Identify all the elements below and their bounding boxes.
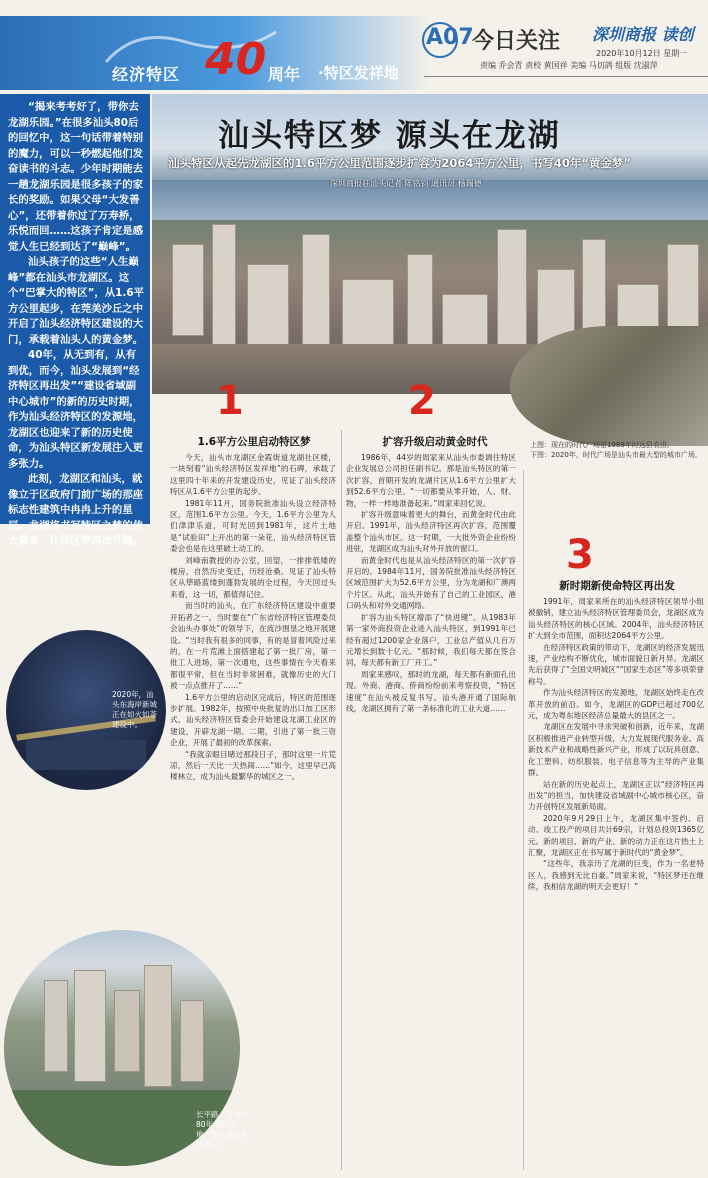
section-3-paragraph: 1991年，周家来所在的汕头经济特区领导小组被撤销，建立汕头经济特区管理委员会，龙湖区成为汕头经济特区的核心区域。2004年，汕头经济特区扩大到全市范围，面积达2064平方公里。 (528, 597, 704, 641)
section-2-paragraph: 扩容升级意味着更大的舞台，而黄金时代由此开启。1991年，汕头经济特区再次扩容，范围覆盖整个汕头市区。这一时期，一大批外资企业纷纷进驻，龙湖区成为汕头对外开放的窗口。 (346, 510, 516, 554)
page-number: A07 (426, 25, 474, 50)
section-3-paragraph: 在经济特区政策的带动下，龙湖区的经济发展迅速，产业结构不断优化，城市面貌日新月异。龙湖区先后获得了“全国文明城区”“国家生态区”等多项荣誉称号。 (528, 642, 704, 686)
column-divider (341, 430, 342, 1170)
section-3-paragraph: 龙湖区在发展中寻求突破和创新，近年来，龙湖区积极推进产业转型升级，大力发展现代服务业、高新技术产业和战略性新兴产业，形成了以玩具创意、化工塑料、纺织服装、电子信息等为主导的产业集群。 (528, 722, 704, 778)
section-2-number: 2 (408, 378, 436, 424)
section-1-paragraph: 1.6平方公里的启动区完成后，特区的范围逐步扩展。1982年，按照中央批复的出口加工区形式，汕头经济特区管委会开始建设龙湖工业区的建设，开辟龙湖一期、二期，引进了第一批三资企业，开展了最初的改革探索。 (170, 692, 336, 748)
banner-suffix: 周年 (268, 65, 301, 84)
section-1-number: 1 (216, 378, 244, 424)
section-2-paragraph: 1986年，44岁的周家来从汕头市委调往特区企业发展总公司担任副书记。那是汕头特区的第一次扩容，首期开发的龙湖片区从1.6平方公里扩大到52.6平方公里。“一切都要从零开始，人、财、物，一样一样地准备起来。”周家来回忆说。 (346, 453, 516, 508)
intro-paragraph: “揭来考考好了，带你去龙湖乐园。”在很多汕头80后的回忆中，这一句话带着特别的魔力，可以一秒燃起他们发奋读书的斗志。少年时期能去一趟龙湖乐园是很多孩子的家长的奖励。如果父母“大发善心”，还带着你过了万寿桥，乐悦而回……这孩子肯定是感觉人生已经到达了“巅峰”。 (8, 101, 144, 253)
article-subtitle: 汕头特区从起先龙湖区的1.6平方公里范围逐步扩容为2064平方公里，书写40年“黄金梦” (168, 156, 631, 170)
section-1-heading: 1.6平方公里启动特区梦 (197, 436, 311, 448)
section-3-paragraph: “这些年，我亲历了龙湖的巨变，作为一名老特区人，我感到无比自豪。”周家来说，“特区梦还在继续，我相信龙湖的明天会更好！” (528, 859, 704, 892)
banner-subtitle: ·特区发祥地 (318, 64, 399, 82)
section-3-heading: 新时期新使命特区再出发 (559, 580, 675, 592)
banner-number: 40 (205, 34, 267, 85)
river-photo-caption: 2020年，汕头东海岸新城正在如火如荼建设中。 (112, 690, 157, 729)
paper-logo: 深圳商报 读创 (592, 25, 694, 44)
intro-paragraph: 汕头孩子的这些“人生巅峰”都在汕头市龙湖区。这个“巴掌大的特区”，从1.6平方公里起步，在莞美沙丘之中开启了汕头经济特区建设的大门，承载着汕头人的黄金梦。 (8, 256, 144, 346)
section-3-paragraph: 站在新的历史起点上，龙湖区正以“经济特区再出发”的担当，加快建设省域副中心城市核心区，奋力开创特区发展新局面。 (528, 779, 704, 812)
section-2-body (346, 452, 516, 1162)
section-1-paragraph: “我就亲眼目睹过那段日子，那时这里一片荒凉，然后一天比一天热闹……”如今，这里早已高楼林立，成为汕头最繁华的城区之一。 (170, 749, 336, 782)
section-2-paragraph: 周家来感叹，那时的龙湖，每天都有新面孔出现。外商、港商、侨商纷纷前来考察投资，“特区速度”在汕头被反复书写。汕头港开通了国际航线，龙湖区拥有了第一条标准化的工业大道…… (346, 669, 516, 713)
section-2-paragraph: 扩容为汕头特区增添了“快进键”。从1983年第一家外商投资企业进入汕头特区，到1991年已经有超过1200家企业落户，工业总产值从几百万元增长到数十亿元。“那时候，我们每天都在签合同，每天都有新工厂开工。” (346, 612, 516, 668)
banner-prefix: 经济特区 (112, 65, 181, 84)
comparison-photo-top (510, 326, 708, 446)
section-3-paragraph: 2020年9月29日上午，龙湖区集中签约、启动、竣工投产的项目共计69宗，计划总投资1365亿元。新的项目、新的产业、新的动力正在这片热土上汇聚，龙湖区正在书写属于新时代的“黄金梦”。 (528, 813, 704, 857)
section-1-paragraph: 1981年11月，国务院批准汕头设立经济特区，范围1.6平方公里。今天，1.6平方公里为人们津津乐道，可时光回到1981年，这片土地是“试验田”上开出的第一朵花，汕头经济特区管委会也是在这里破土动工的。 (170, 498, 336, 554)
comparison-caption-bottom: 下图：2020年，时代广场是汕头市最大型的城市广场。 (530, 451, 702, 459)
intro-paragraph: 此刻，龙湖区和汕头，就像立于区政府门前广场的那座标志性建筑中冉冉上升的星辰。龙湖将书写特区之梦的伟大篇章，让特区梦再次升腾。 (8, 473, 144, 547)
section-1-paragraph: 刘峰南教授的办公室，回望，一排排低矮的楼房，自然历史变迁，历经沧桑。见证了汕头特区从筚路蓝缕到蓬勃发展的全过程，今天回过头来看，这一切，都值得记住。 (170, 555, 336, 599)
comparison-caption-top: 上图：现在的时代广场是1989年时远县农田。 (530, 441, 674, 449)
column-divider (523, 470, 524, 1170)
section-2-paragraph: 而黄金时代也是从汕头经济特区的第一次扩容开启的。1984年11月，国务院批准汕头经济特区区域范围扩大为52.6平方公里，分为龙湖和广澳两个片区。从此，汕头开始有了自己的工业园区、港口码头和对外交通网络。 (346, 555, 516, 611)
intro-text (8, 100, 144, 550)
section-3-number: 3 (566, 532, 594, 578)
section-label: 今日关注 (472, 29, 561, 54)
section-1-paragraph: 而当时的汕头，在广东经济特区建设中重要开拓者之一。当时要在“广东省经济特区管理委员会汕头办事处”的领导下，在流沙围垦之地开展建设。“当时我有很多的同事，有的是冒着风险过来的，在一片荒滩上面搭建起了第一批厂房，第一批工人进场，第一次通电，这些事情在今天看来都很平常，但在当时非常困难，就像历史的大门被一点点推开了……” (170, 601, 336, 691)
byline: 深圳商报驻汕头记者 陈铭钧 通讯员 杨瑞德 (330, 179, 482, 188)
section-3-body (528, 596, 704, 1166)
intro-paragraph: 40年，从无到有，从有到优，而今，汕头发展到“经济特区再出发”“建设省域副中心城市”的新的历史时期，作为汕头经济特区的发源地，龙湖区也迎来了新的历史使命，为汕头特区新发展注入更多张力。 (8, 349, 144, 470)
city-photo-caption: 长平路，上世纪80年代的沙地，现在变成大城林立。 (196, 1110, 249, 1149)
comparison-captions (530, 440, 708, 464)
section-3-paragraph: 作为汕头经济特区的发源地，龙湖区始终走在改革开放的前沿。如今，龙湖区的GDP已超过700亿元，成为粤东地区经济总量最大的县区之一。 (528, 688, 704, 721)
issue-date: 2020年10月12日 星期一 (596, 49, 688, 58)
special-banner (0, 16, 432, 90)
section-2-heading: 扩容升级启动黄金时代 (382, 436, 488, 448)
section-1-paragraph: 今天，汕头市龙湖区金霞街道龙湖社区楼，一块刻着“汕头经济特区发祥地”的石碑，承载了这里四十年来的开发建设历史，见证了汕头经济特区从1.6平方公里的起步。 (170, 453, 336, 497)
header-divider (424, 76, 708, 77)
article-title: 汕头特区梦 源头在龙湖 (218, 118, 561, 154)
staff-credits: 责编 乔会青 责校 黄国祥 美编 马切鸽 组版 沈淑萍 (480, 61, 658, 70)
section-1-body (170, 452, 336, 922)
